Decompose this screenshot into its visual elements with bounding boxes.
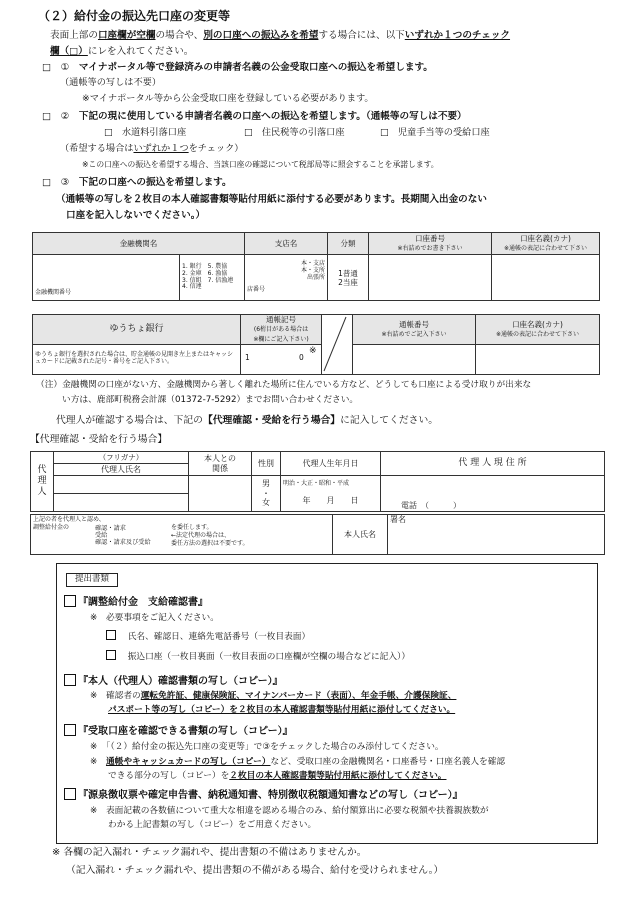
branch-name-field[interactable]: 本・支店 本・支所 出張所 店番号 bbox=[245, 255, 328, 301]
bank-name-header: 金融機関名 bbox=[33, 233, 245, 255]
account-kana-header: 口座名義(カナ) ※通帳の表記に合わせて下さい bbox=[492, 233, 600, 255]
doc-1[interactable]: 『調整給付金 支給確認書』 bbox=[64, 595, 208, 610]
doc-3-note-2: ※ 通帳やキャッシュカードの写し（コピー）など、受取口座の金融機関名・口座番号・口座名義人を確認 bbox=[90, 757, 506, 767]
delegation-text: 上記の者を代理人と認め、 調整給付金の 確認・請求 受給 確認・請求及び受給 を委任します。 ←法定代理の場合は、 委任方法の選択は不要です。 bbox=[31, 515, 333, 555]
yucho-kana-header: 口座名義(カナ) ※通帳の表記に合わせて下さい bbox=[476, 315, 600, 345]
yucho-kana-field[interactable] bbox=[476, 344, 600, 374]
yucho-label: ゆうちょ銀行 bbox=[33, 315, 241, 345]
institution-type-list[interactable]: 1. 銀行 5. 農協 2. 金庫 6. 漁協 3. 信組 7. 信漁連 4. 信連 bbox=[180, 255, 245, 301]
section-title: （２）給付金の振込先口座の変更等 bbox=[38, 9, 231, 23]
doc-3-note-1: ※ 「（２）給付金の振込先口座の変更等」で③をチェックした場合のみ添付してください。 bbox=[90, 742, 444, 752]
yucho-number-header: 通帳番号 ※右詰めでご記入下さい bbox=[353, 315, 476, 345]
signature-field[interactable]: 署名 bbox=[388, 515, 605, 555]
account-kana-field[interactable] bbox=[492, 255, 600, 301]
option-3[interactable]: □ ③ 下記の口座への振込を希望します。 bbox=[42, 177, 232, 188]
relation-field[interactable] bbox=[189, 476, 252, 512]
option-2-residence-tax[interactable]: □ 住民税等の引落口座 bbox=[244, 127, 345, 138]
birth-header: 代理人生年月日 bbox=[281, 452, 381, 476]
doc-3-note-3: できる部分の写し（コピー）を２枚目の本人確認書類等貼付用紙に添付してください。 bbox=[108, 771, 447, 781]
yucho-slash bbox=[322, 315, 353, 375]
furigana-field[interactable] bbox=[54, 476, 189, 494]
intro-line-2: 欄（□）にレを入れてください。 bbox=[50, 46, 194, 57]
doc-1-note: ※ 必要事項をご記入ください。 bbox=[90, 613, 219, 623]
agent-table bbox=[30, 451, 605, 512]
principal-name-label: 本人氏名 bbox=[333, 515, 388, 555]
yucho-table bbox=[32, 314, 600, 375]
option-3-sub-1: （通帳等の写しを２枚目の本人確認書類等貼付用紙に添付する必要があります。長期間入出金のない bbox=[56, 194, 487, 205]
branch-header: 支店名 bbox=[245, 233, 328, 255]
agent-section-title: 【代理確認・受給を行う場合】 bbox=[30, 434, 168, 445]
option-1[interactable]: □ ① マイナポータル等で登録済みの申請者名義の公金受取口座への振込を希望します。 bbox=[42, 62, 433, 73]
doc-3[interactable]: 『受取口座を確認できる書類の写し（コピー）』 bbox=[64, 724, 293, 739]
documents-tab: 提出書類 bbox=[66, 573, 118, 587]
doc-4[interactable]: 『源泉徴収票や確定申告書、納税通知書、特別徴収税額通知書などの写し（コピー）』 bbox=[64, 788, 463, 803]
bank-name-field[interactable]: 金融機関番号 bbox=[33, 255, 180, 301]
birth-field[interactable]: 明治・大正・昭和・平成 年 月 日 bbox=[281, 476, 381, 512]
option-2[interactable]: □ ② 下記の現に使用している申請者名義の口座への振込を希望します。（通帳等の写しは不要） bbox=[42, 111, 467, 122]
delegation-table bbox=[30, 514, 605, 555]
doc-2[interactable]: 『本人（代理人）確認書類の写し（コピー）』 bbox=[64, 674, 283, 689]
yucho-number-field[interactable] bbox=[353, 344, 476, 374]
bank-account-table bbox=[32, 232, 600, 301]
doc-2-note-1: ※ 確認者の運転免許証、健康保険証、マイナンバーカード（表面）、年金手帳、介護保険証、 bbox=[90, 691, 457, 701]
doc-1-check-2[interactable]: 振込口座（一枚目裏面（一枚目表面の口座欄が空欄の場合などに記入）） bbox=[106, 650, 410, 663]
furigana-header: （フリガナ） bbox=[54, 452, 189, 464]
doc-4-note-1: ※ 表面記載の各数値について重大な相違を認める場合のみ、給付額算出に必要な税額や扶養親族数が bbox=[90, 806, 489, 816]
delegation-choice[interactable]: 確認・請求 受給 確認・請求及び受給 bbox=[95, 525, 151, 547]
sex-field[interactable]: 男 ・ 女 bbox=[252, 476, 281, 512]
option-1-sub: （通帳等の写しは不要） bbox=[60, 77, 162, 88]
account-number-field[interactable] bbox=[369, 255, 492, 301]
yucho-note: ゆうちょ銀行を選択された場合は、貯金通帳の見開き左上またはキャッシュカードに記載された記号・番号をご記入下さい。 bbox=[33, 344, 241, 374]
footer-line-2: （記入漏れ・チェック漏れや、提出書類の不備がある場合、給付を受けられません。） bbox=[66, 865, 444, 876]
option-1-note: ※マイナポータル等から公金受取口座を登録している必要があります。 bbox=[82, 93, 374, 104]
agent-name-header: 代理人氏名 bbox=[54, 464, 189, 476]
yucho-kigo-field[interactable]: 1 0 ※ bbox=[241, 344, 322, 374]
type-header: 分類 bbox=[328, 233, 369, 255]
option-2-child-allowance[interactable]: □ 児童手当等の受給口座 bbox=[380, 127, 490, 138]
option-2-note: ※この口座への振込を希望する場合、当該口座の確認について税部局等に照会することを承諾します。 bbox=[82, 160, 439, 169]
doc-2-note-2: パスポート等の写し（コピー）を２枚目の本人確認書類等貼付用紙に添付してください。 bbox=[108, 705, 456, 715]
doc-1-check-1[interactable]: 氏名、確認日、連絡先電話番号（一枚目表面） bbox=[106, 630, 310, 643]
doc-4-note-2: わかる上記書類の写し（コピー）をご用意ください。 bbox=[108, 820, 317, 830]
relation-header: 本人との 関係 bbox=[189, 452, 252, 476]
caution-line-2: い方は、鹿部町税務会計課（01372-7-5292）までお問い合わせください。 bbox=[62, 395, 359, 405]
account-type-field[interactable]: 1普通 2当座 bbox=[328, 255, 369, 301]
footer-line-1: ※ 各欄の記入漏れ・チェック漏れや、提出書類の不備はありませんか。 bbox=[52, 847, 367, 858]
option-2-water[interactable]: □ 水道料引落口座 bbox=[104, 127, 187, 138]
agent-side-label: 代 理 人 bbox=[31, 452, 54, 512]
caution-line-1: （注）金融機関の口座がない方、金融機関から著しく離れた場所に住んでいる方など、どうしても口座による受け取りが出来な bbox=[36, 380, 532, 390]
option-3-sub-2: 口座を記入しないでください。） bbox=[66, 210, 206, 221]
account-number-header: 口座番号 ※右詰めでお書き下さい bbox=[369, 233, 492, 255]
intro-line-1: 表面上部の口座欄が空欄の場合や、別の口座への振込みを希望する場合には、以下いずれか１つのチェック bbox=[50, 30, 511, 41]
agent-name-field[interactable] bbox=[54, 494, 189, 512]
address-header: 代 理 人 現 住 所 bbox=[381, 452, 605, 476]
option-2-sub: （希望する場合はいずれか１つをチェック） bbox=[60, 143, 244, 154]
sex-header: 性別 bbox=[252, 452, 281, 476]
address-field[interactable]: 電話 （ ） bbox=[381, 476, 605, 512]
yucho-kigo-header: 通帳記号 (6桁目がある場合は ※欄にご記入下さい) bbox=[241, 315, 322, 345]
agent-intro: 代理人が確認する場合は、下記の【代理確認・受給を行う場合】に記入してください。 bbox=[56, 415, 439, 426]
